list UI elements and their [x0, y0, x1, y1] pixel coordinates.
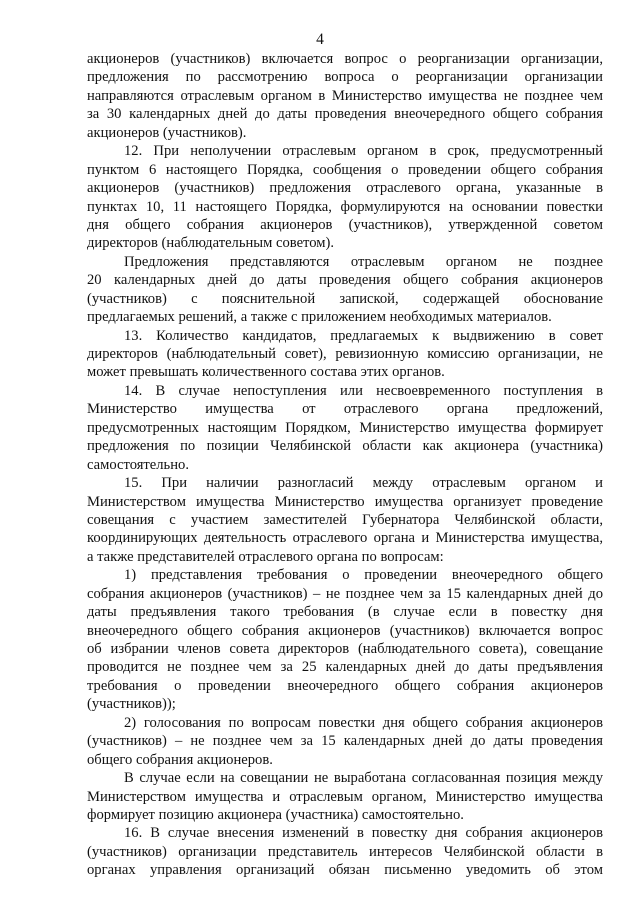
text-line: акционеров (участников). [87, 124, 247, 141]
text-line: 2) голосования по вопросам повестки дня общего собрания акционеров [124, 714, 603, 731]
text-line: проводится не позднее чем за 25 календарных дней до даты предъявления [87, 659, 603, 676]
text-line: даты предъявления такого требования (в случае если в повестку дня [87, 604, 603, 621]
text-line: (участников)); [87, 696, 176, 713]
text-line: пунктах 10, 11 настоящего Порядка, формулируются на основании повестки [87, 198, 603, 215]
text-line: координирующих деятельность отраслевого органа и Министерства имущества, [87, 530, 603, 547]
text-line: 14. В случае непоступления или несвоевременного поступления в [124, 382, 603, 399]
paragraph [87, 327, 603, 382]
paragraph [87, 50, 603, 142]
paragraph [87, 824, 603, 879]
paragraph [87, 769, 603, 824]
text-line: (участников) организации представитель интересов Челябинской области в [87, 843, 603, 860]
paragraph [87, 714, 603, 769]
text-line: предлагаемых решений, а также с приложением необходимых материалов. [87, 309, 552, 326]
text-line: 1) представления требования о проведении внеочередного общего [124, 567, 603, 584]
text-line: об избрании членов совета директоров (наблюдательного совета), совещание [87, 641, 603, 657]
text-line: дня общего собрания акционеров (участников), утвержденной советом [87, 216, 603, 233]
text-line: направляются отраслевым органом в Министерство имущества не позднее чем [87, 87, 603, 104]
paragraph [87, 142, 603, 253]
text-line: Министерством имущества и отраслевым органом, Министерство имущества [87, 788, 603, 805]
text-line: требования о проведении внеочередного общего собрания акционеров [87, 677, 603, 694]
text-line: совещания с участием заместителей Губернатора Челябинской области, [87, 511, 603, 528]
text-line: 16. В случае внесения изменений в повестку дня собрания акционеров [124, 825, 603, 842]
text-line: а также представителей отраслевого органа по вопросам: [87, 548, 444, 565]
text-line: В случае если на совещании не выработана согласованная позиция между [124, 770, 603, 787]
text-line: органах управления организаций обязан письменно уведомить об этом [87, 862, 603, 879]
text-line: 13. Количество кандидатов, предлагаемых к выдвижению в совет [124, 327, 603, 344]
text-line: предусмотренных настоящим Порядком, Министерство имущества формирует [87, 419, 603, 436]
text-line: внеочередного общего собрания акционеров (участников) включается вопрос [87, 622, 603, 639]
page-number: 4 [316, 31, 324, 48]
text-line: собрания акционеров (участников) – не позднее чем за 15 календарных дней до [87, 585, 603, 602]
document-body [87, 50, 603, 880]
text-line: предложения по позиции Челябинской области как акционера (участника) [87, 438, 603, 455]
paragraph [87, 253, 603, 327]
text-line: может превышать количественного состава этих органов. [87, 364, 445, 381]
text-line: акционеров (участников) предложения отраслевого органа, указанные в [87, 180, 603, 197]
text-line: за 30 календарных дней до даты проведения внеочередного общего собрания [87, 106, 603, 123]
text-line: 12. При неполучении отраслевым органом в срок, предусмотренный [124, 143, 603, 160]
text-line: (участников) с пояснительной запиской, содержащей обоснование [87, 290, 603, 307]
text-line: акционеров (участников) включается вопрос о реорганизации организации, [87, 51, 603, 67]
text-line: предложения по рассмотрению вопроса о реорганизации организации [87, 69, 603, 86]
text-line: директоров (наблюдательным советом). [87, 235, 334, 252]
paragraph [87, 474, 603, 566]
text-line: Министерство имущества от отраслевого органа предложений, [87, 401, 603, 418]
text-line: директоров (наблюдательный совет), ревизионную комиссию организации, не [87, 346, 603, 362]
text-line: Предложения представляются отраслевым органом не позднее [124, 253, 603, 270]
text-line: 20 календарных дней до даты проведения общего собрания акционеров [87, 272, 603, 289]
text-line: формирует позицию акционера (участника) самостоятельно. [87, 806, 464, 823]
text-line: (участников) – не позднее чем за 15 календарных дней до даты проведения [87, 733, 603, 750]
text-line: пунктом 6 настоящего Порядка, сообщения о проведении общего собрания [87, 161, 603, 178]
paragraph [87, 566, 603, 714]
paragraph [87, 382, 603, 474]
text-line: общего собрания акционеров. [87, 751, 273, 768]
text-line: Министерством имущества Министерство имущества организует проведение [87, 493, 603, 510]
text-line: 15. При наличии разногласий между отраслевым органом и [124, 475, 603, 492]
text-line: самостоятельно. [87, 456, 189, 473]
